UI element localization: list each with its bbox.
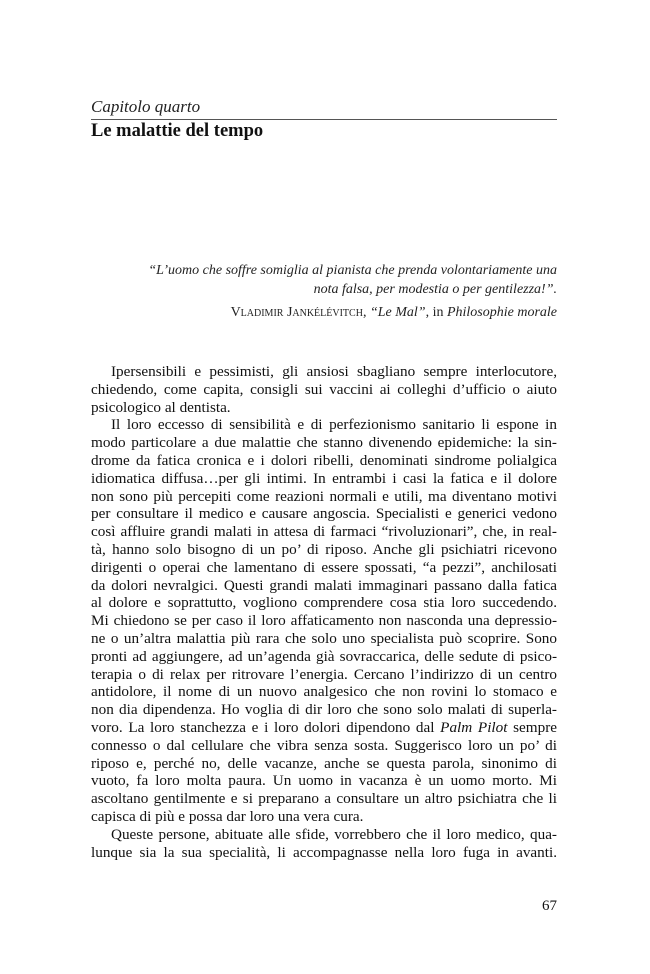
line-text: dirigenti o operai che lamentano di essere spossati, “a pezzi”, anchilosati <box>91 558 557 576</box>
line-text: lunque sia la sua specialità, li accompagnasse nella loro fuga in avanti. <box>91 843 557 861</box>
text-line <box>91 434 557 452</box>
italic-term: Palm Pilot <box>440 718 508 736</box>
chapter-rule <box>91 119 557 120</box>
line-text: Queste persone, abituate alle sfide, vorrebbero che il loro medico, qua- <box>111 825 557 843</box>
line-text: da dolori nevralgici. Questi grandi malati immaginari passano dalla fatica <box>91 576 557 594</box>
text-line <box>91 808 557 826</box>
line-text <box>91 719 557 736</box>
line-text: tà, hanno solo bisogno di un po’ di riposo. Anche gli psichiatri ricevono <box>91 540 557 558</box>
text-line <box>91 844 557 862</box>
text-line <box>91 363 557 381</box>
body-text <box>91 363 557 861</box>
line-text: così affluire grandi malati in attesa di farmaci “rivoluzionari”, che, in real- <box>91 523 557 541</box>
text-line <box>91 630 557 648</box>
separator: , <box>362 305 370 320</box>
line-text-part: voro. La loro stanchezza e i loro dolori dipendono dal <box>91 718 441 736</box>
epigraph-attribution <box>120 305 557 321</box>
page-number: 67 <box>542 898 557 914</box>
epigraph-line: “L’uomo che soffre somiglia al pianista che prenda volontariamente una <box>148 263 557 278</box>
text-line <box>91 452 557 470</box>
text-line <box>91 470 557 488</box>
line-text: riposo e, perché no, delle vacanze, anche se questa parola, sinonimo di <box>91 754 557 772</box>
text-line <box>91 577 557 595</box>
line-text: chiedendo, come capita, consigli sui vaccini ai colleghi d’ufficio o aiuto <box>91 380 557 398</box>
line-text: Il loro eccesso di sensibilità e di perfezionismo sanitario li espone in <box>111 416 557 434</box>
line-text: connesso o dal cellulare che vibra senza sosta. Suggerisco loro un po’ di <box>91 736 557 754</box>
line-text: Ipersensibili e pessimisti, gli ansiosi sbagliano sempre interlocutore, <box>111 363 557 380</box>
text-line <box>91 505 557 523</box>
line-text-part: sempre <box>507 718 558 736</box>
line-text: per consultare il medico e causare angoscia. Specialisti e generici vedono <box>91 505 557 523</box>
text-line <box>91 737 557 755</box>
line-text: ne o un’altra malattia più rara che solo uno specialista può scoprire. Sono <box>91 629 557 647</box>
text-line <box>91 399 557 417</box>
text-line <box>91 683 557 701</box>
text-line <box>91 666 557 684</box>
line-text: non dia dipendenza. Ho voglia di dir loro che sono solo malati di superla- <box>91 701 557 719</box>
line-text: antidolore, il nome di un nuovo analgesico che non rovini lo stomaco e <box>91 683 557 701</box>
text-line <box>91 416 557 434</box>
text-line <box>91 719 557 737</box>
epigraph-quote <box>120 261 557 299</box>
epigraph-line: nota falsa, per modestia o per gentilezza!”. <box>313 282 557 297</box>
line-text: modo particolare a due malattie che stanno divenendo epidemiche: la sin- <box>91 434 557 452</box>
text-line <box>91 772 557 790</box>
line-text: drome da fatica cronica e i dolori ribelli, denominati sindrome polialgica <box>91 451 557 469</box>
text-line <box>91 523 557 541</box>
epigraph-work: “Le Mal” <box>369 305 426 320</box>
text-line <box>91 701 557 719</box>
text-line <box>91 790 557 808</box>
text-line <box>91 755 557 773</box>
line-text: Mi chiedono se per caso il loro affaticamento non nasconda una depressio- <box>91 612 557 630</box>
chapter-title: Le malattie del tempo <box>91 121 264 141</box>
text-line <box>91 648 557 666</box>
line-text: idiomatica diffusa…per gli intimi. In entrambi i casi la fatica e il dolore <box>91 469 557 487</box>
text-line <box>91 381 557 399</box>
text-line <box>91 559 557 577</box>
line-text: ascoltano gentilmente e si preparano a consultare un altro psichiatra che li <box>91 790 557 808</box>
line-text: terapia o di relax per ritrovare l’energia. Cercano l’indirizzo di un centro <box>91 665 557 683</box>
text-line <box>91 612 557 630</box>
text-line <box>91 594 557 612</box>
epigraph-book: Philosophie morale <box>446 305 557 320</box>
line-text: capisca di più e possa dar loro una vera cura. <box>91 807 364 825</box>
epigraph-author: Vladimir Jankélévitch <box>230 305 363 320</box>
separator: , in <box>425 305 447 320</box>
text-line <box>91 488 557 506</box>
line-text: non sono più percepiti come reazioni normali e utili, ma diventano motivi <box>91 487 557 505</box>
line-text: pronti ad aggiungere, ad un’agenda già sovraccarica, delle sedute di psico- <box>91 647 557 665</box>
line-text: al dolore e soprattutto, vogliono comprendere cosa stia loro succedendo. <box>91 594 557 612</box>
line-text: psicologico al dentista. <box>91 398 231 416</box>
chapter-label: Capitolo quarto <box>91 97 201 116</box>
text-line <box>91 541 557 559</box>
line-text: vuoto, fa loro molta paura. Un uomo in vacanza è un uomo morto. Mi <box>91 772 557 790</box>
text-line <box>91 826 557 844</box>
